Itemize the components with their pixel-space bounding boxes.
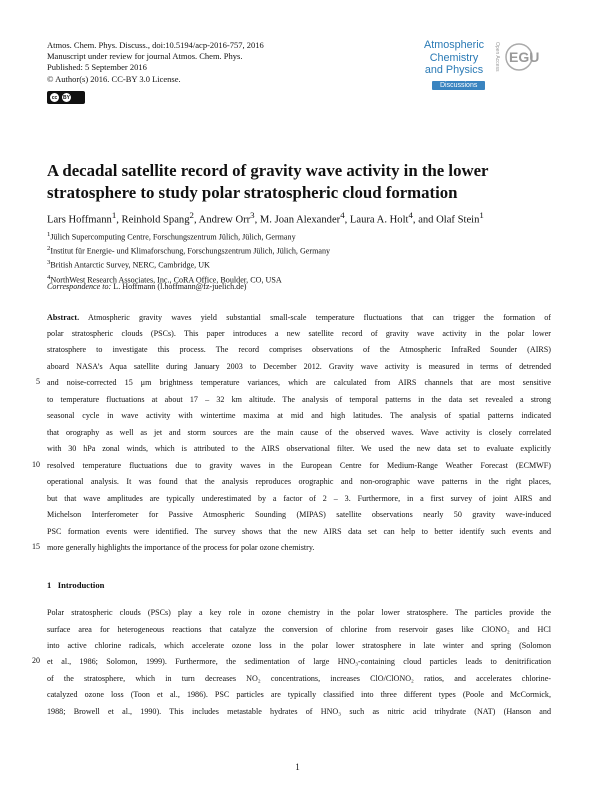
- journal-name: Atmospheric Chemistry and Physics: [424, 39, 485, 76]
- intro-line: et al., 1986; Solomon, 1999). Furthermore, the sedimentation of large HNO₃-containing cloud particles leads to denitrification: [47, 657, 551, 666]
- by-icon: BY: [63, 94, 70, 101]
- affiliation: $^2$Institut für Energie- und Klimaforschung, Forschungszentrum Jülich, Jülich, Germany: [47, 245, 331, 256]
- intro-line: 1988; Browell et al., 1990). This includes metastable hydrates of HNO₃ such as nitric acid trihydrate (NAT) (Hanson and: [47, 707, 551, 716]
- correspondence: Correspondence to: L. Hoffmann (l.hoffmann@fz-juelich.de): [47, 282, 247, 291]
- abstract-line: stratosphere to investigate this process. The record comprises observations of the Atmospheric InfraRed Sounder (AIRS): [47, 345, 551, 354]
- abstract-line: but that wave amplitudes are typically underestimated by a factor of 2 – 3. Furthermore, in a first survey of joint AIRS and: [47, 494, 551, 503]
- abstract-line: Michelson Interferometer for Passive Atmospheric Sounding (MIPAS) satellite observations nearly 50 gravity wave-induced: [47, 510, 551, 519]
- abstract-line: PSC formation events were identified. The survey shows that the new AIRS data set can help to better identify such events and: [47, 527, 551, 536]
- author: Olaf Stein: [436, 214, 480, 226]
- abstract-line: Abstract. Atmospheric gravity waves yield substantial small-scale temperature fluctuations that can trigger the formation of: [47, 313, 551, 322]
- intro-line: into active chlorine radicals, which accelerate ozone loss in the polar lower stratosphere in late winter and spring (Solomon: [47, 641, 551, 650]
- abstract-line: polar stratospheric clouds (PSCs). This paper introduces a new satellite record of gravity wave activity in the polar lower: [47, 329, 551, 338]
- title-line-1: A decadal satellite record of gravity wave activity in the lower: [47, 161, 489, 180]
- abstract-line: with 30 hPa zonal winds, which is attributed to the AIRS observational filter. We used the new data set to evaluate explicitly: [47, 444, 551, 453]
- abstract-line: operational analysis. It was found that the analysis reproduces orographic and non-orographic wave patterns in the right places,: [47, 477, 551, 486]
- author: M. Joan Alexander: [259, 214, 341, 226]
- affiliations: [47, 229, 330, 286]
- abstract-line: resolved temperature fluctuations due to gravity waves in the European Centre for Medium-Range Weather Forecast (ECMWF): [47, 461, 551, 470]
- egu-logo-icon: [504, 42, 550, 72]
- intro-line: catalyzed ozone loss (Toon et al., 1986). PSC particles are typically classified into three different types (Poole and McCormick,: [47, 690, 551, 699]
- title-line-2: stratosphere to study polar stratospheric cloud formation: [47, 183, 458, 202]
- line-number: 5: [36, 377, 40, 386]
- license-line: © Author(s) 2016. CC-BY 3.0 License.: [47, 73, 181, 84]
- abstract-line: that orography as well as jet and storm sources are the main cause of the observed waves. Wave activity is closely correlated: [47, 428, 551, 437]
- line-number: 20: [32, 656, 40, 665]
- running-header: [47, 40, 264, 85]
- author-list: Lars Hoffmann$^1$, Reinhold Spang$^2$, Andrew Orr$^3$, M. Joan Alexander$^4$, Laura A. Holt$^4$, and Olaf Stein$^1$: [47, 210, 484, 226]
- intro-line: surface area for heterogeneous reactions that catalyze the conversion of chlorine from reservoir gases like ClONO₂ and HCl: [47, 625, 551, 634]
- author: Laura A. Holt: [349, 214, 409, 226]
- abstract-line: and noise-corrected 15 μm brightness temperature variances, which are calculated from AIRS channels that are most sensitive: [47, 378, 551, 387]
- abstract-line: more generally highlights the importance of the process for polar ozone chemistry.: [47, 543, 315, 552]
- line-number: 15: [32, 542, 40, 551]
- line-number: 10: [32, 460, 40, 469]
- author: Reinhold Spang: [121, 214, 190, 226]
- author: Lars Hoffmann: [47, 214, 112, 226]
- intro-line: of the stratosphere, which in turn decreases NO₂ concentrations, increases ClO/ClONO₂ ratios, and accelerates chlorine-: [47, 674, 551, 683]
- correspondence-email[interactable]: L. Hoffmann (l.hoffmann@fz-juelich.de): [113, 282, 247, 291]
- open-access-label: Open Access: [494, 42, 500, 72]
- discussions-label: Discussions: [432, 81, 485, 90]
- abstract-line: aboard NASA’s Aqua satellite during January 2003 to December 2012. Gravity wave activity is measured in terms of detrended: [47, 362, 551, 371]
- affiliation: $^4$NorthWest Research Associates, Inc., CoRA Office, Boulder, CO, USA: [47, 273, 282, 285]
- affiliation: $^3$British Antarctic Survey, NERC, Cambridge, UK: [47, 259, 210, 271]
- cc-icon: cc: [51, 94, 58, 101]
- author: Andrew Orr: [198, 214, 251, 226]
- abstract-line: seasonal cycle in wave activity with wintertime maxima at mid and high latitudes. The analysis of spatial patterns indicated: [47, 411, 551, 420]
- cc-by-badge[interactable]: [47, 91, 85, 104]
- affiliation: $^1$Jülich Supercomputing Centre, Forschungszentrum Jülich, Jülich, Germany: [47, 231, 296, 242]
- egu-text: EGU: [509, 49, 540, 65]
- published-line: Published: 5 September 2016: [47, 62, 147, 73]
- abstract-line: to temperature fluctuations at about 17 – 32 km altitude. The analysis of temporal patterns in the data set revealed a strong: [47, 395, 551, 404]
- section-heading: 1 Introduction: [47, 580, 105, 590]
- paper-title: [47, 160, 557, 204]
- manuscript-line: Manuscript under review for journal Atmos. Chem. Phys.: [47, 51, 243, 62]
- intro-line: Polar stratospheric clouds (PSCs) play a key role in ozone chemistry in the polar lower stratosphere. The particles provide the: [47, 608, 551, 617]
- page-number: 1: [295, 762, 300, 772]
- journal-line: Atmos. Chem. Phys. Discuss., doi:10.5194/acp-2016-757, 2016: [47, 40, 264, 50]
- journal-logo[interactable]: [418, 36, 553, 96]
